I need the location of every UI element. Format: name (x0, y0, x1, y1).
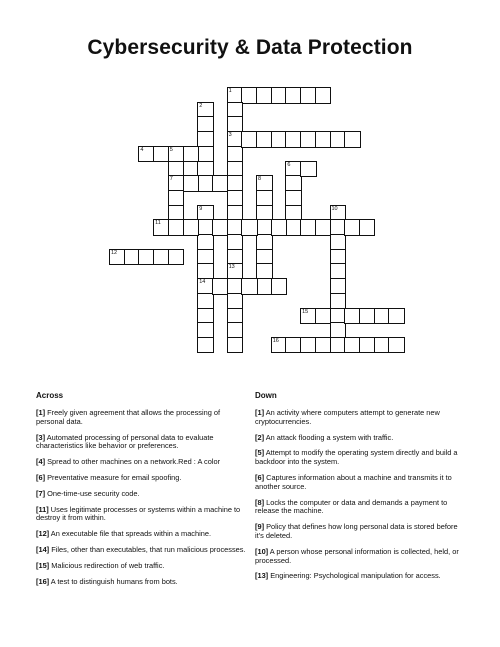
clue-number: [1] (36, 408, 46, 417)
grid-cell[interactable] (300, 161, 317, 178)
across-clue (36, 530, 246, 539)
clue-number: [13] (255, 571, 269, 581)
clue-number: [5] (255, 448, 265, 458)
grid-cell[interactable] (183, 219, 200, 236)
cell-number: 13 (228, 264, 235, 271)
clue-text: Uses legitimate processes or systems within a machine to destroy it from within. (36, 504, 241, 523)
cell-number: 9 (199, 205, 203, 212)
clue-text: Preventative measure for email spoofing. (45, 472, 182, 482)
cell-number: 4 (140, 146, 144, 153)
clue-text: A person whose personal information is collected, held, or processed. (255, 546, 459, 565)
across-clue (36, 562, 246, 571)
grid-cell[interactable] (168, 249, 185, 266)
cell-number: 15 (302, 308, 309, 315)
across-clue (36, 578, 246, 587)
clue-text: An activity where computers attempt to generate new cryptocurrencies. (255, 408, 440, 426)
down-clue (255, 499, 465, 517)
grid-cell[interactable] (315, 337, 332, 354)
down-clue (255, 548, 465, 566)
clue-text: One-time-use security code. (45, 488, 140, 498)
clue-number: [6] (255, 472, 265, 482)
grid-cell[interactable] (359, 219, 376, 236)
cell-number: 3 (228, 132, 232, 139)
clue-text: Malicious redirection of web traffic. (49, 560, 165, 570)
cell-number: 12 (111, 249, 118, 256)
grid-cell[interactable] (227, 337, 244, 354)
clue-number: [14] (36, 544, 50, 554)
clue-text: Policy that defines how long personal data is stored before it's deleted. (255, 522, 458, 540)
grid-cell[interactable] (315, 87, 332, 104)
across-clue (36, 546, 246, 555)
grid-cell[interactable] (271, 278, 288, 295)
clue-number: [9] (255, 522, 265, 532)
grid-cell[interactable] (388, 337, 405, 354)
grid-cell[interactable] (212, 175, 229, 192)
grid-cell[interactable] (212, 278, 229, 295)
down-heading: Down (255, 391, 277, 400)
cell-number: 11 (155, 220, 161, 227)
grid-cell[interactable] (197, 337, 214, 354)
down-clue (255, 409, 465, 427)
grid-cell[interactable] (271, 219, 288, 236)
grid-cell[interactable] (388, 308, 405, 325)
across-clue (36, 474, 246, 483)
grid-cell[interactable] (183, 175, 200, 192)
clue-text: Locks the computer or data and demands a payment to release the machine. (255, 497, 448, 516)
clue-text: Engineering: Psychological manipulation for access. (268, 571, 441, 581)
clue-number: [15] (36, 560, 50, 570)
across-clue (36, 506, 246, 524)
clue-text: A test to distinguish humans from bots. (49, 576, 178, 586)
across-clue (36, 409, 246, 427)
clue-number: [4] (36, 457, 46, 467)
cell-number: 7 (169, 176, 173, 183)
down-clues (255, 409, 465, 588)
down-clue (255, 474, 465, 492)
cell-number: 16 (272, 337, 279, 344)
clue-number: [12] (36, 529, 50, 539)
clue-text: Files, other than executables, that run malicious processes. (49, 544, 246, 554)
clue-text: An executable file that spreads within a machine. (49, 529, 212, 539)
across-clue (36, 434, 246, 452)
clue-number: [7] (36, 488, 46, 498)
cell-number: 10 (331, 205, 338, 212)
across-clue (36, 490, 246, 499)
clue-text: Attempt to modify the operating system directly and build a backdoor into the system. (255, 448, 458, 467)
down-clue (255, 449, 465, 467)
clue-number: [11] (36, 504, 49, 514)
grid-cell[interactable] (344, 131, 361, 148)
clue-number: [1] (255, 408, 265, 417)
grid-cell[interactable] (212, 219, 229, 236)
down-clue (255, 572, 465, 581)
down-clue (255, 434, 465, 443)
cell-number: 14 (199, 279, 206, 286)
clue-number: [3] (36, 432, 46, 442)
across-heading: Across (36, 391, 64, 400)
grid-cell[interactable] (315, 308, 332, 325)
clue-text: Captures information about a machine and transmits it to another source. (255, 472, 452, 491)
cell-number: 6 (287, 161, 291, 168)
clue-text: Spread to other machines on a network.Red : A color (45, 457, 221, 467)
clue-text: Freely given agreement that allows the processing of personal data. (36, 408, 221, 426)
down-clue (255, 523, 465, 541)
cell-number: 2 (199, 102, 203, 109)
grid-cell[interactable] (241, 278, 258, 295)
clue-number: [16] (36, 576, 50, 586)
clue-text: Automated processing of personal data to evaluate characteristics like behavior or preferences. (36, 432, 214, 451)
clue-number: [10] (255, 546, 269, 556)
cell-number: 5 (169, 146, 173, 153)
grid-cell[interactable] (241, 219, 258, 236)
across-clues (36, 409, 246, 593)
cell-number: 8 (258, 176, 262, 183)
grid-cell[interactable] (183, 146, 200, 163)
clue-number: [2] (255, 432, 265, 442)
puzzle-title: Cybersecurity & Data Protection (87, 36, 413, 59)
clue-number: [8] (255, 497, 265, 507)
clue-number: [6] (36, 472, 46, 482)
clue-text: An attack flooding a system with traffic. (264, 432, 394, 442)
cell-number: 1 (228, 88, 232, 94)
across-clue (36, 458, 246, 467)
grid-cell[interactable] (315, 219, 332, 236)
